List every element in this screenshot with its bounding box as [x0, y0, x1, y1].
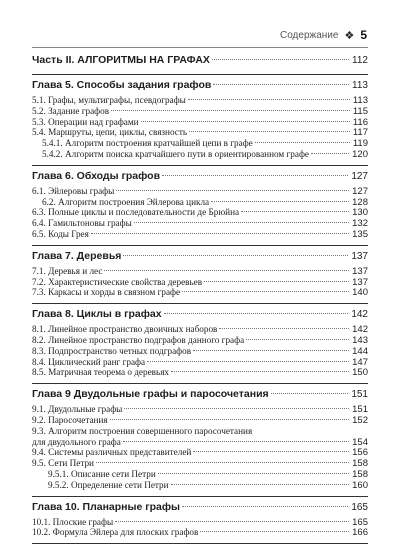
toc-page-number: 137 [352, 276, 368, 288]
toc-page-number: 112 [352, 55, 368, 66]
toc-section [32, 497, 368, 545]
toc-entry-row [32, 287, 368, 298]
dot-leader [211, 201, 349, 202]
toc-entry-row [32, 197, 368, 208]
dot-leader [123, 255, 348, 256]
dot-leader [158, 473, 349, 474]
toc-entry-title: 5.1. Графы, мультиграфы, псевдографы [32, 95, 186, 105]
dot-leader [91, 233, 349, 234]
toc-entry-title: 6.2. Алгоритм построения Эйлерова цикла [42, 196, 210, 207]
toc-entry-title: для двудольного графа [32, 436, 121, 447]
toc-page-number: 166 [352, 527, 368, 539]
dot-leader [182, 291, 349, 292]
toc-section [32, 50, 368, 75]
dot-leader [164, 313, 349, 314]
running-header-title: Содержание [279, 29, 339, 41]
toc-entry-title: 6.1. Эйлеровы графы [32, 185, 115, 196]
toc-chapter-row [32, 79, 368, 95]
toc-chapter-row [32, 250, 368, 266]
toc-entry-title: 6.5. Коды Грея [32, 228, 89, 239]
toc-entry-title: Глава 8. Циклы в графах [32, 308, 162, 321]
toc-page-number: 127 [351, 170, 368, 182]
dot-leader [104, 270, 349, 271]
dot-leader [116, 190, 349, 191]
toc-page-number: 143 [352, 334, 368, 346]
toc-entry-row [32, 207, 368, 218]
dot-leader [115, 521, 349, 522]
toc-section [32, 246, 368, 304]
dot-leader [212, 59, 349, 60]
dot-leader [200, 531, 349, 532]
dot-leader [271, 393, 349, 394]
toc-entry-title: 10.2. Формула Эйлера для плоских графов [32, 527, 199, 538]
dot-leader [96, 462, 349, 463]
running-header [280, 25, 367, 45]
toc-page-number: 154 [352, 436, 368, 448]
toc-page-number: 128 [352, 196, 368, 208]
toc-entry-title: 7.3. Каркасы и хорды в связном графе [32, 287, 181, 298]
toc-page-number: 115 [352, 105, 368, 117]
toc-entry-row [32, 127, 368, 138]
toc-entry-title: 5.2. Задание графов [32, 105, 110, 116]
toc-page-number: 147 [352, 356, 368, 368]
toc-entry-row [32, 357, 368, 368]
toc-page-number: 156 [352, 447, 368, 459]
dot-leader [182, 506, 348, 507]
dot-leader [124, 408, 349, 409]
toc-entry-title: 6.4. Гамильтоновы графы [32, 218, 132, 229]
toc-page-number: 151 [351, 389, 368, 401]
toc-section [32, 166, 368, 246]
toc-page-number: 144 [352, 345, 368, 357]
toc-entry-title: 9.2. Паросочетания [32, 414, 108, 425]
toc-entry-row [32, 517, 368, 528]
toc-page-number: 142 [352, 324, 368, 336]
toc-page-number: 158 [352, 458, 368, 470]
toc-entry-title: Глава 7. Деревья [32, 249, 122, 262]
toc-entry-title: 5.4.1. Алгоритм построения кратчайшей цепи в графе [42, 138, 253, 149]
toc-entry-title: 9.5.2. Определение сети Петри [48, 479, 169, 490]
dot-leader [213, 84, 349, 85]
toc-page-number: 151 [352, 404, 368, 416]
toc-part-heading [32, 54, 368, 69]
toc-entry-title: Глава 9 Двудольные графы и паросочетания [32, 388, 269, 401]
toc-entry-row [32, 367, 368, 378]
toc-page-number: 132 [352, 218, 368, 230]
toc-entry-row [32, 106, 368, 117]
toc-entry-title: 7.2. Характеристические свойства деревьев [32, 276, 203, 287]
header-rule [32, 47, 368, 48]
toc-entry-row [32, 95, 368, 106]
dot-leader [255, 142, 350, 143]
dot-leader [219, 328, 349, 329]
dot-leader [204, 281, 349, 282]
toc-entry-row [32, 437, 368, 448]
dot-leader [193, 451, 349, 452]
dot-leader [111, 110, 350, 111]
toc-entry-title: Часть II. АЛГОРИТМЫ НА ГРАФАХ [32, 54, 210, 66]
toc-entry-row [32, 324, 368, 335]
toc-entry-row [32, 266, 368, 277]
toc-entry-title: 9.3. Алгоритм построения совершенного паросочетания [32, 425, 253, 436]
toc-entry-row [32, 138, 368, 149]
toc-chapter-row [32, 501, 368, 517]
toc-entry-row [32, 218, 368, 229]
dot-leader [110, 419, 350, 420]
toc-page-number: 117 [352, 127, 368, 139]
dot-leader [241, 211, 349, 212]
toc-entry-title: 5.4. Маршруты, цепи, циклы, связность [32, 127, 188, 138]
toc-chapter-row [32, 388, 368, 404]
dot-leader [171, 484, 350, 485]
toc-page-number: 165 [352, 516, 368, 528]
toc-page-number: 152 [352, 414, 368, 426]
toc-page-number: 130 [352, 207, 368, 219]
dot-leader [193, 350, 349, 351]
toc-page-number: 116 [352, 116, 368, 128]
toc-entry-row [32, 458, 368, 469]
toc-entry-row [32, 346, 368, 357]
toc-entry-row [32, 469, 368, 480]
toc-entry-title: 9.1. Двудольные графы [32, 404, 123, 415]
toc-entry-title: 9.5.1. Описание сети Петри [48, 468, 156, 479]
toc-page-number: 160 [352, 479, 368, 491]
dot-leader [246, 339, 349, 340]
toc-entry-title: 6.3. Полные циклы и последовательности де Брюйна [32, 207, 240, 218]
toc-chapter-row [32, 308, 368, 324]
toc-entry-row [32, 229, 368, 240]
toc-entry-title: 8.2. Линейное пространство подграфов данного графа [32, 334, 245, 345]
toc-page-number: 127 [352, 185, 368, 197]
toc-page-number: 158 [352, 468, 368, 480]
toc-page-number: 137 [351, 250, 368, 262]
toc-entry-title: Глава 5. Способы задания графов [32, 79, 212, 91]
toc-page-number: 113 [352, 80, 368, 91]
dot-leader [188, 99, 350, 100]
toc-page-number: 150 [352, 367, 368, 379]
toc-chapter-row [32, 170, 368, 186]
toc-entry-row [32, 277, 368, 288]
dot-leader [311, 153, 349, 154]
toc-entry-row [32, 117, 368, 128]
toc-entry-title: 8.1. Линейное пространство двоичных наборов [32, 324, 218, 335]
toc-entry-row [32, 447, 368, 458]
toc-entry-title: 8.3. Подпространство четных подграфов [32, 345, 192, 356]
toc-entry-title: 5.3. Операции над графами [32, 116, 139, 127]
toc-entry-title: Глава 6. Обходы графов [32, 169, 161, 182]
toc-page-number: 137 [352, 265, 368, 277]
toc-page-number: 119 [352, 138, 368, 150]
toc-entry-row [32, 527, 368, 538]
toc-entry-title: 8.5. Матричная теорема о деревьях [32, 367, 170, 378]
page-number: 5 [360, 28, 367, 42]
toc-entry-title: 10.1. Плоские графы [32, 516, 114, 527]
toc-entry-title: 5.4.2. Алгоритм поиска кратчайшего пути в ориентированном графе [42, 148, 309, 159]
dot-leader [147, 361, 349, 362]
toc-page-number: 120 [352, 148, 368, 160]
toc-page-number: 140 [352, 287, 368, 299]
toc-entry-title: 8.4. Цикличеcкий ранг графа [32, 356, 146, 367]
toc-entry-title: Глава 10. Планарные графы [32, 500, 181, 513]
toc-entry-row [32, 426, 368, 437]
toc-page-number: 113 [352, 95, 368, 106]
dot-leader [141, 121, 350, 122]
toc-entry-row [32, 335, 368, 346]
toc-entry-row [32, 480, 368, 491]
dot-leader [189, 131, 350, 132]
toc-entry-row [32, 404, 368, 415]
toc-section [32, 384, 368, 496]
toc-entry-row [32, 149, 368, 160]
toc-section [32, 75, 368, 166]
toc-section [32, 304, 368, 384]
toc-entry-row [32, 415, 368, 426]
toc-entry-title: 9.5. Сети Петри [32, 458, 94, 469]
dot-leader [134, 222, 349, 223]
dot-leader [162, 175, 348, 176]
toc-entry-title: 7.1. Деревья и лес [32, 265, 103, 276]
toc-page-number: 142 [351, 309, 368, 321]
table-of-contents [32, 50, 368, 544]
dot-leader [123, 441, 349, 442]
toc-entry-row [32, 186, 368, 197]
toc-page-number: 135 [352, 228, 368, 240]
dot-leader [171, 371, 349, 372]
toc-page-number: 165 [351, 501, 368, 513]
diamond-icon: ❖ [344, 29, 355, 42]
toc-entry-title: 9.4. Системы различных представителей [32, 447, 192, 458]
